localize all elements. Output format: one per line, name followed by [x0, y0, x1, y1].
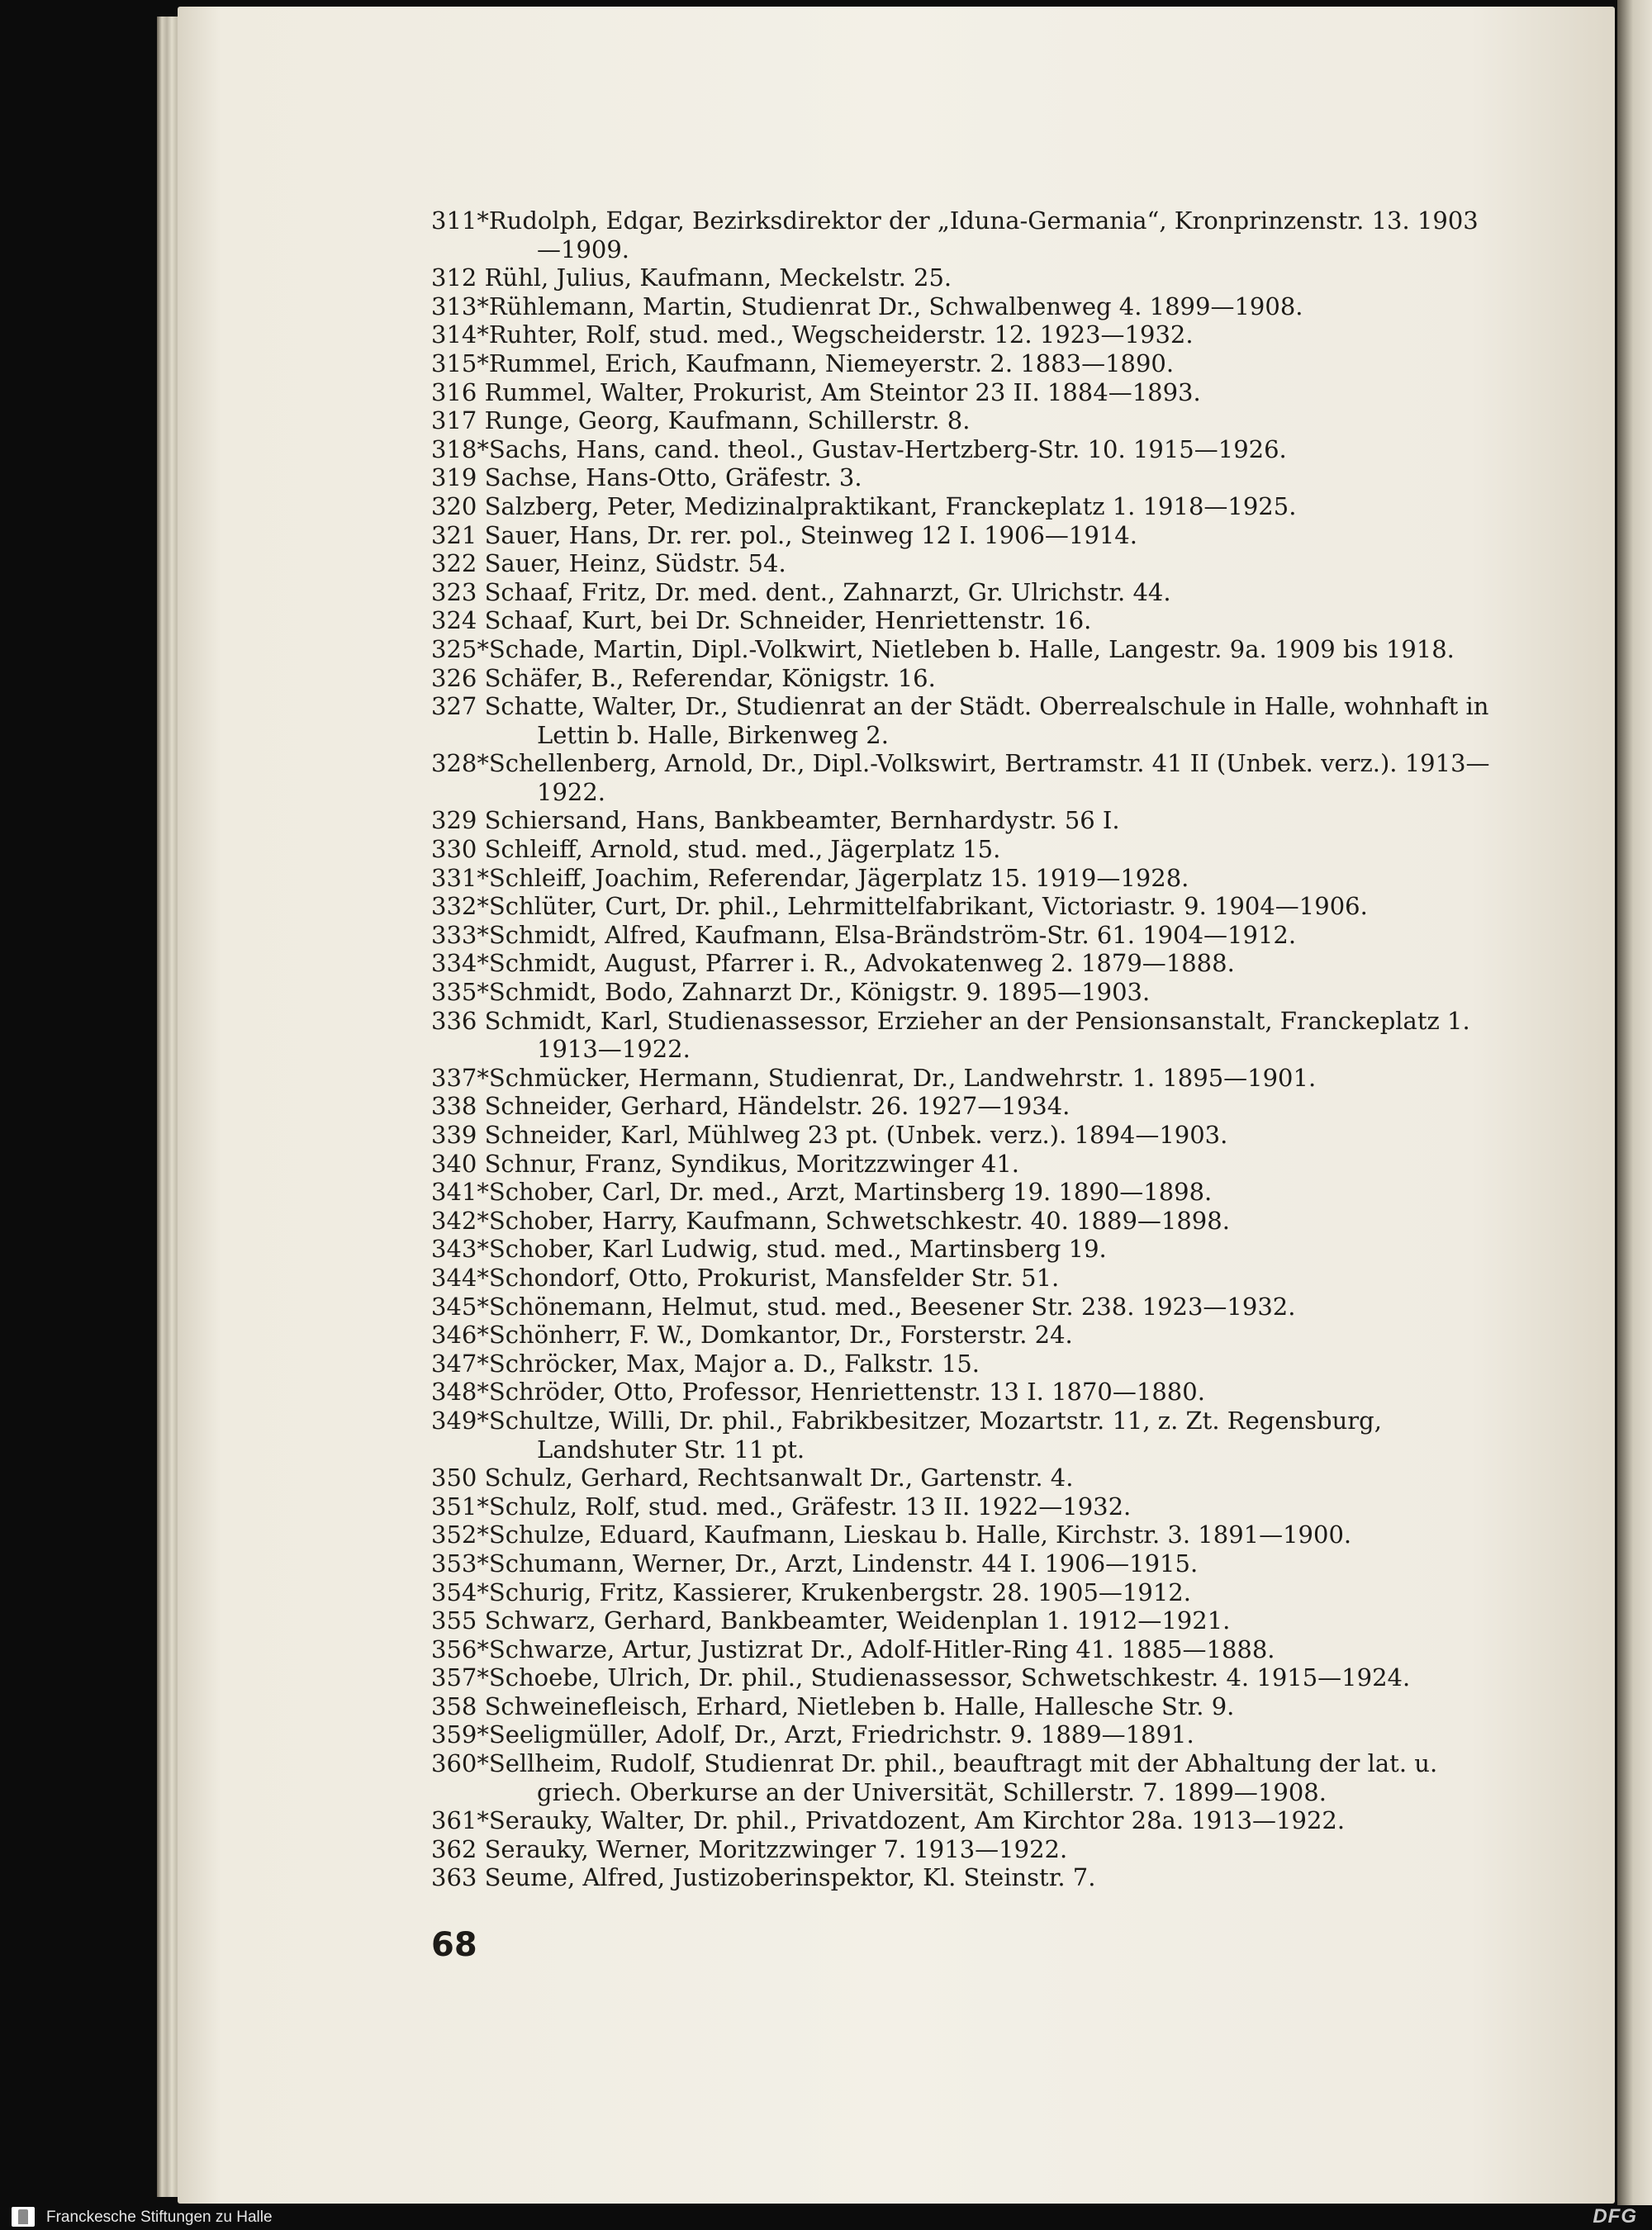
entry-item: 332*Schlüter, Curt, Dr. phil., Lehrmittelfabrikant, Victoriastr. 9. 1904—1906.: [431, 892, 1368, 921]
entry-item: 362 Serauky, Werner, Moritzzwinger 7. 1913—1922.: [431, 1834, 1068, 1863]
entry-item: 326 Schäfer, B., Referendar, Königstr. 16.: [431, 663, 936, 692]
entry-item: 335*Schmidt, Bodo, Zahnarzt Dr., Königstr. 9. 1895—1903.: [431, 978, 1151, 1007]
footer-institution: Franckesche Stiftungen zu Halle: [46, 2209, 273, 2226]
entry-item: 359*Seeligmüller, Adolf, Dr., Arzt, Friedrichstr. 9. 1889—1891.: [431, 1720, 1194, 1749]
page-number: 68: [431, 1926, 477, 1964]
entry-item: 336 Schmidt, Karl, Studienassessor, Erzieher an der Pensionsanstalt, Franckeplatz 1. 1913—1922.: [431, 1006, 1470, 1064]
entry-item: 334*Schmidt, August, Pfarrer i. R., Advokatenweg 2. 1879—1888.: [431, 949, 1235, 978]
entry-item: 363 Seume, Alfred, Justizoberinspektor, Kl. Steinstr. 7.: [431, 1863, 1096, 1892]
entry-item: 329 Schiersand, Hans, Bankbeamter, Bernhardystr. 56 I.: [431, 806, 1120, 835]
entry-item: 361*Serauky, Walter, Dr. phil., Privatdozent, Am Kirchtor 28a. 1913—1922.: [431, 1806, 1346, 1835]
entry-item: 312 Rühl, Julius, Kaufmann, Meckelstr. 25.: [431, 263, 952, 292]
entry-item: 357*Schoebe, Ulrich, Dr. phil., Studienassessor, Schwetschkestr. 4. 1915—1924.: [431, 1663, 1411, 1692]
entry-item: 337*Schmücker, Hermann, Studienrat, Dr., Landwehrstr. 1. 1895—1901.: [431, 1063, 1317, 1092]
entry-item: 314*Ruhter, Rolf, stud. med., Wegscheiderstr. 12. 1923—1932.: [431, 320, 1194, 349]
entry-item: 341*Schober, Carl, Dr. med., Arzt, Martinsberg 19. 1890—1898.: [431, 1178, 1213, 1207]
entry-item: 353*Schumann, Werner, Dr., Arzt, Lindenstr. 44 I. 1906—1915.: [431, 1549, 1199, 1578]
entry-item: 351*Schulz, Rolf, stud. med., Gräfestr. 13 II. 1922—1932.: [431, 1492, 1132, 1521]
entry-item: 324 Schaaf, Kurt, bei Dr. Schneider, Henriettenstr. 16.: [431, 606, 1092, 635]
entry-item: 354*Schurig, Fritz, Kassierer, Krukenbergstr. 28. 1905—1912.: [431, 1578, 1191, 1606]
entry-item: 318*Sachs, Hans, cand. theol., Gustav-Hertzberg-Str. 10. 1915—1926.: [431, 434, 1287, 463]
entry-item: 316 Rummel, Walter, Prokurist, Am Steintor 23 II. 1884—1893.: [431, 377, 1201, 406]
entry-item: 311*Rudolph, Edgar, Bezirksdirektor der „Iduna-Germania“, Kronprinzenstr. 13. 1903—1909.: [431, 206, 1479, 263]
entry-item: 313*Rühlemann, Martin, Studienrat Dr., Schwalbenweg 4. 1899—1908.: [431, 292, 1303, 320]
entry-item: 348*Schröder, Otto, Professor, Henriettenstr. 13 I. 1870—1880.: [431, 1378, 1205, 1407]
entry-item: 330 Schleiff, Arnold, stud. med., Jägerplatz 15.: [431, 835, 1001, 864]
entry-item: 325*Schade, Martin, Dipl.-Volkwirt, Nietleben b. Halle, Langestr. 9a. 1909 bis 1918.: [431, 634, 1455, 663]
entry-item: 339 Schneider, Karl, Mühlweg 23 pt. (Unbek. verz.). 1894—1903.: [431, 1121, 1228, 1149]
entry-item: 322 Sauer, Heinz, Südstr. 54.: [431, 549, 786, 578]
entry-item: 328*Schellenberg, Arnold, Dr., Dipl.-Volkswirt, Bertramstr. 41 II (Unbek. verz.). 1913—1922.: [431, 749, 1490, 806]
entry-item: 355 Schwarz, Gerhard, Bankbeamter, Weidenplan 1. 1912—1921.: [431, 1606, 1231, 1635]
entry-item: 342*Schober, Harry, Kaufmann, Schwetschkestr. 40. 1889—1898.: [431, 1206, 1230, 1235]
entry-item: 344*Schondorf, Otto, Prokurist, Mansfelder Str. 51.: [431, 1263, 1060, 1292]
entry-item: 321 Sauer, Hans, Dr. rer. pol., Steinweg 12 I. 1906—1914.: [431, 520, 1137, 549]
entry-item: 323 Schaaf, Fritz, Dr. med. dent., Zahnarzt, Gr. Ulrichstr. 44.: [431, 577, 1171, 606]
entry-item: 343*Schober, Karl Ludwig, stud. med., Martinsberg 19.: [431, 1235, 1107, 1264]
entry-item: 340 Schnur, Franz, Syndikus, Moritzzwinger 41.: [431, 1149, 1020, 1178]
entry-item: 327 Schatte, Walter, Dr., Studienrat an der Städt. Oberrealschule in Halle, wohnhaft in Lettin b. Halle, Birkenweg 2.: [431, 692, 1489, 749]
entry-item: 315*Rummel, Erich, Kaufmann, Niemeyerstr. 2. 1883—1890.: [431, 349, 1175, 377]
entry-list: [431, 206, 1497, 1892]
entry-item: 347*Schröcker, Max, Major a. D., Falkstr. 15.: [431, 1349, 980, 1378]
entry-item: 333*Schmidt, Alfred, Kaufmann, Elsa-Brändström-Str. 61. 1904—1912.: [431, 920, 1297, 949]
entry-item: 345*Schönemann, Helmut, stud. med., Beesener Str. 238. 1923—1932.: [431, 1292, 1296, 1321]
entry-item: 356*Schwarze, Artur, Justizrat Dr., Adolf-Hitler-Ring 41. 1885—1888.: [431, 1635, 1275, 1663]
entry-item: 338 Schneider, Gerhard, Händelstr. 26. 1927—1934.: [431, 1092, 1070, 1121]
entry-item: 319 Sachse, Hans-Otto, Gräfestr. 3.: [431, 463, 862, 492]
entry-item: 346*Schönherr, F. W., Domkantor, Dr., Forsterstr. 24.: [431, 1321, 1073, 1350]
entry-item: 320 Salzberg, Peter, Medizinalpraktikant, Franckeplatz 1. 1918—1925.: [431, 491, 1297, 520]
entry-item: 331*Schleiff, Joachim, Referendar, Jägerplatz 15. 1919—1928.: [431, 863, 1189, 892]
facing-page-edge: [1617, 0, 1652, 2205]
entry-item: 317 Runge, Georg, Kaufmann, Schillerstr. 8.: [431, 406, 971, 435]
institution-logo-icon: [12, 2207, 35, 2227]
entry-item: 352*Schulze, Eduard, Kaufmann, Lieskau b. Halle, Kirchstr. 3. 1891—1900.: [431, 1521, 1352, 1549]
entry-item: 358 Schweinefleisch, Erhard, Nietleben b. Halle, Hallesche Str. 9.: [431, 1691, 1235, 1720]
entry-item: 360*Sellheim, Rudolf, Studienrat Dr. phil., beauftragt mit der Abhaltung der lat. u. griech. Oberkurse an der Universität, Schillerstr. 7. 1899—1908.: [431, 1749, 1438, 1806]
entry-item: 349*Schultze, Willi, Dr. phil., Fabrikbesitzer, Mozartstr. 11, z. Zt. Regensburg, Landshuter Str. 11 pt.: [431, 1406, 1382, 1464]
dfg-logo: DFG: [1593, 2205, 1637, 2228]
entry-item: 350 Schulz, Gerhard, Rechtsanwalt Dr., Gartenstr. 4.: [431, 1464, 1074, 1492]
